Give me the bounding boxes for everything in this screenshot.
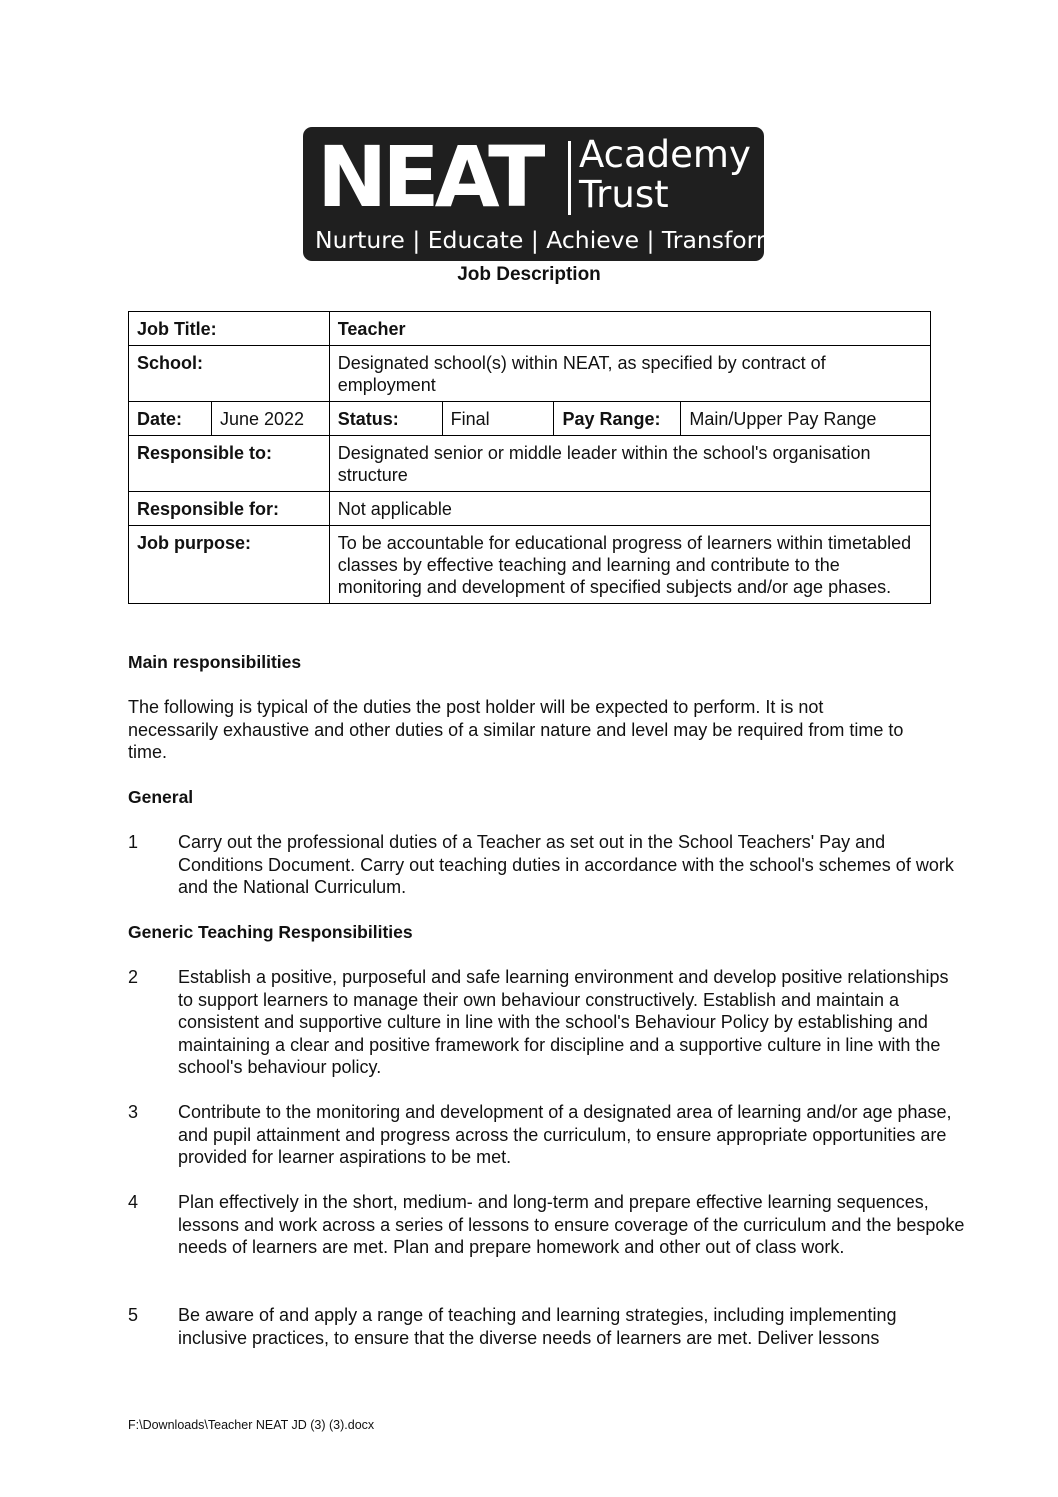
item-number: 2 (128, 967, 139, 987)
main-responsibilities-heading: Main responsibilities (128, 652, 302, 672)
item-number: 4 (128, 1192, 139, 1212)
item-number: 5 (128, 1305, 139, 1325)
table-row (129, 402, 931, 436)
job-purpose-label: Job purpose: (129, 526, 330, 604)
document-title: Job Description (457, 264, 601, 285)
school-value: Designated school(s) within NEAT, as specified by contract of employment (329, 346, 930, 402)
status-value: Final (442, 402, 554, 436)
item-number: 1 (128, 832, 139, 852)
pay-range-label: Pay Range: (554, 402, 681, 436)
pay-range-value: Main/Upper Pay Range (681, 402, 931, 436)
generic-teaching-heading: Generic Teaching Responsibilities (128, 922, 413, 942)
table-row (129, 312, 931, 346)
neat-logo (303, 127, 779, 261)
logo-academy-trust (579, 135, 751, 215)
logo-trust: Trust (579, 173, 669, 216)
logo-academy: Academy (579, 133, 751, 176)
job-title-value: Teacher (329, 312, 930, 346)
job-title-label: Job Title: (129, 312, 330, 346)
date-label: Date: (129, 402, 212, 436)
responsible-to-label: Responsible to: (129, 436, 330, 492)
responsible-for-value: Not applicable (329, 492, 930, 526)
status-label: Status: (329, 402, 442, 436)
item-text: Establish a positive, purposeful and safe learning environment and develop positive relationships to support learners to manage their own behaviour constructively. Establish and maintain a consistent and supportive culture in line with the school's Behaviour Policy by establishing and maintaining a clear and positive framework for discipline and a supportive culture in line with the school's behaviour policy. (178, 967, 949, 1078)
responsible-to-value: Designated senior or middle leader within the school's organisation structure (329, 436, 930, 492)
table-row (129, 436, 931, 492)
job-details-table (128, 311, 931, 604)
item-number: 3 (128, 1102, 139, 1122)
logo-tagline: Nurture | Educate | Achieve | Transform (315, 226, 779, 254)
intro-paragraph: The following is typical of the duties the post holder will be expected to perform. It is not necessarily exhaustive and other duties of a similar nature and level may be required from time to time. (128, 697, 904, 763)
date-value: June 2022 (211, 402, 329, 436)
item-text: Be aware of and apply a range of teaching and learning strategies, including implementing inclusive practices, to ensure that the diverse needs of learners are met. Deliver lessons (178, 1305, 897, 1348)
table-row (129, 526, 931, 604)
item-text: Carry out the professional duties of a Teacher as set out in the School Teachers' Pay and Conditions Document. Carry out teaching duties in accordance with the school's schemes of work and the National Curriculum. (178, 832, 954, 898)
job-purpose-value: To be accountable for educational progress of learners within timetabled classes by effective teaching and learning and contribute to the monitoring and development of specified subjects and/or age phases. (329, 526, 930, 604)
responsible-for-label: Responsible for: (129, 492, 330, 526)
general-heading: General (128, 787, 194, 807)
table-row (129, 346, 931, 402)
table-row (129, 492, 931, 526)
item-text: Plan effectively in the short, medium- and long-term and prepare effective learning sequences, lessons and work across a series of lessons to ensure coverage of the curriculum and the bespoke needs of learners are met. Plan and prepare homework and other out of class work. (178, 1192, 965, 1258)
school-label: School: (129, 346, 330, 402)
file-path-footer: F:\Downloads\Teacher NEAT JD (3) (3).docx (128, 1418, 375, 1432)
item-text: Contribute to the monitoring and development of a designated area of learning and/or age phase, and pupil attainment and progress across the curriculum, to ensure appropriate opportunities are provided for learner aspirations to be met. (178, 1102, 952, 1168)
logo-wordmark: NEAT (317, 128, 541, 226)
logo-divider (568, 141, 571, 215)
